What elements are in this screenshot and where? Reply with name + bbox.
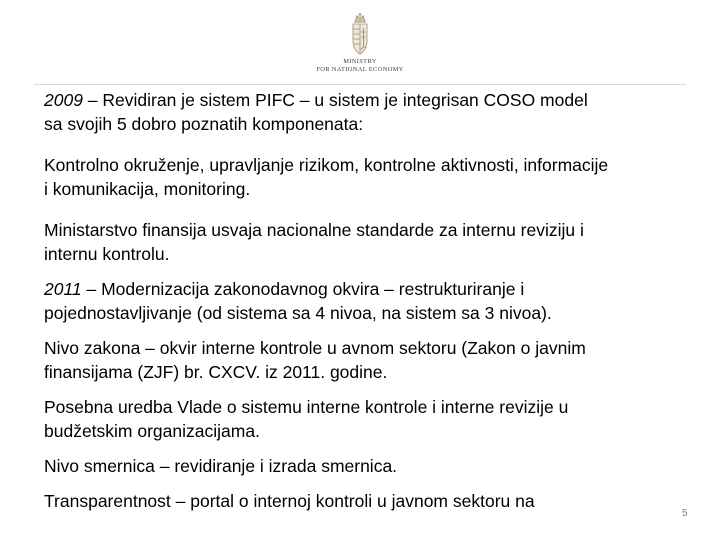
paragraph-line: sa svojih 5 dobro poznatih komponenata: <box>44 114 364 134</box>
paragraph-line: – Revidiran je sistem PIFC – u sistem je integrisan COSO model <box>82 90 588 110</box>
paragraph-coso-components <box>44 153 684 201</box>
paragraph-law-level <box>44 336 684 384</box>
header-divider <box>34 84 686 85</box>
paragraph-line: Nivo zakona – okvir interne kontrole u avnom sektoru (Zakon o javnim <box>44 338 586 358</box>
logo-line-ministry: MINISTRY <box>343 58 377 65</box>
paragraph-line: i komunikacija, monitoring. <box>44 179 251 199</box>
year-2009: 2009 <box>44 90 83 110</box>
coat-of-arms-icon <box>347 12 373 56</box>
page-number: 5 <box>682 508 688 519</box>
ministry-logo <box>300 12 420 82</box>
paragraph-line: Nivo smernica – revidiranje i izrada smernica. <box>44 456 398 476</box>
paragraph-2011-modernization <box>44 277 684 325</box>
paragraph-line: budžetskim organizacijama. <box>44 421 260 441</box>
paragraph-guidelines <box>44 454 684 478</box>
paragraph-ministry-standards <box>44 218 684 266</box>
paragraph-line: – Modernizacija zakonodavnog okvira – restrukturiranje i <box>81 279 525 299</box>
paragraph-transparency-clip <box>44 489 684 525</box>
paragraph-2009-revision <box>44 88 684 136</box>
paragraph-line: Ministarstvo finansija usvaja nacionalne standarde za internu reviziju i <box>44 220 584 240</box>
paragraph-line: Transparentnost – portal o internoj kontroli u javnom sektoru na <box>44 491 535 511</box>
slide-body <box>44 88 684 525</box>
paragraph-line: pojednostavljivanje (od sistema sa 4 nivoa, na sistem sa 3 nivoa). <box>44 303 552 323</box>
year-2011: 2011 <box>44 279 82 299</box>
paragraph-line: Posebna uredba Vlade o sistemu interne kontrole i interne revizije u <box>44 397 569 417</box>
paragraph-line: finansijama (ZJF) br. CXCV. iz 2011. godine. <box>44 362 388 382</box>
paragraph-line: Kontrolno okruženje, upravljanje rizikom, kontrolne aktivnosti, informacije <box>44 155 609 175</box>
paragraph-government-decree <box>44 395 684 443</box>
paragraph-transparency <box>44 489 684 513</box>
logo-line-national-economy: FOR NATIONAL ECONOMY <box>316 66 404 73</box>
paragraph-line: internu kontrolu. <box>44 244 170 264</box>
